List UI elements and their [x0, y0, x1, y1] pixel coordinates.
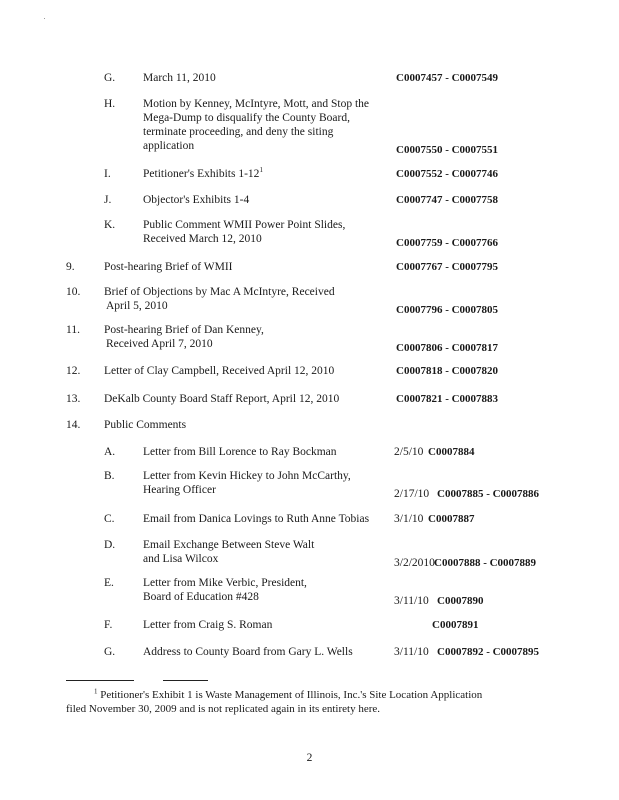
entry-label: G. [104, 72, 116, 84]
footnote-line-1: $^1$ Petitioner's Exhibit 1 is Waste Management of Illinois, Inc.'s Site Location Application [94, 687, 483, 701]
entry-description-line: DeKalb County Board Staff Report, April 12, 2010 [104, 393, 340, 405]
entry-description-line: Letter from Bill Lorence to Ray Bockman [143, 446, 337, 458]
entry-description-line: Email Exchange Between Steve Walt [143, 539, 315, 551]
entry-citation: C0007767 - C0007795 [396, 261, 499, 273]
entry-description-line: Letter from Craig S. Roman [143, 619, 273, 631]
entry-description-line: Brief of Objections by Mac A McIntyre, Received [104, 286, 335, 298]
entry-label: D. [104, 539, 116, 551]
entry-citation: C0007888 - C0007889 [434, 557, 537, 569]
entry-description-line: Objector's Exhibits 1-4 [143, 194, 250, 206]
entry-date: 3/2/2010 [394, 557, 435, 569]
entry-label: 9. [66, 261, 75, 273]
entry-description-line: application [143, 140, 195, 152]
entry-description-line: Public Comments [104, 419, 187, 431]
page-number: 2 [306, 752, 313, 764]
entry-citation: C0007818 - C0007820 [396, 365, 499, 377]
entry-citation: C0007457 - C0007549 [396, 72, 499, 84]
entry-description-line: Letter of Clay Campbell, Received April 12, 2010 [104, 365, 335, 377]
entry-citation: C0007890 [437, 595, 484, 607]
entry-date: 3/1/10 [394, 513, 424, 525]
entry-citation: C0007892 - C0007895 [437, 646, 540, 658]
footnote-marker: 1 [94, 687, 98, 696]
footnote-rule-left [66, 680, 134, 681]
scan-speck [44, 18, 45, 19]
entry-citation: C0007550 - C0007551 [396, 144, 499, 156]
entry-date: 3/11/10 [394, 595, 429, 607]
entry-description-line: Letter from Mike Verbic, President, [143, 577, 307, 589]
entry-label: J. [104, 194, 112, 206]
entry-description-line: Petitioner's Exhibits $1-12^1$ [143, 166, 263, 180]
entry-description-line: and Lisa Wilcox [143, 553, 219, 565]
entry-description-line: Received March 12, 2010 [143, 233, 262, 245]
entry-citation: C0007806 - C0007817 [396, 342, 499, 354]
entry-citation: C0007891 [432, 619, 479, 631]
entry-description-line: Motion by Kenney, McIntyre, Mott, and Stop the [143, 98, 370, 110]
entry-description-line: Public Comment WMII Power Point Slides, [143, 219, 346, 231]
footnote-line-2: filed November 30, 2009 and is not replicated again in its entirety here. [66, 703, 381, 715]
entry-label: G. [104, 646, 116, 658]
entry-label: F. [104, 619, 113, 631]
entry-date: 2/5/10 [394, 446, 424, 458]
entry-description-line: Email from Danica Lovings to Ruth Anne Tobias [143, 513, 370, 525]
footnote-reference: 1 [259, 166, 263, 175]
entry-label: C. [104, 513, 115, 525]
entry-description-line: Received April 7, 2010 [106, 338, 213, 350]
entry-label: 11. [66, 324, 80, 336]
footnote [66, 688, 566, 716]
entry-description-line: Post-hearing Brief of WMII [104, 261, 233, 273]
entry-label: 12. [66, 365, 81, 377]
entry-date: 3/11/10 [394, 646, 429, 658]
entry-description-line: Mega-Dump to disqualify the County Board, [143, 112, 350, 124]
entry-description-line: Post-hearing Brief of Dan Kenney, [104, 324, 264, 336]
entry-description-line: Board of Education #428 [143, 591, 259, 603]
entry-label: B. [104, 470, 115, 482]
entry-label: 13. [66, 393, 81, 405]
entry-label: I. [104, 168, 111, 180]
entry-label: 10. [66, 286, 81, 298]
entry-label: H. [104, 98, 116, 110]
entry-citation: C0007821 - C0007883 [396, 393, 499, 405]
entry-label: E. [104, 577, 114, 589]
entry-description-line: April 5, 2010 [106, 300, 168, 312]
entry-date: 2/17/10 [394, 488, 430, 500]
entry-description-line: March 11, 2010 [143, 72, 216, 84]
footnote-rule-right [163, 680, 208, 681]
entry-citation: C0007885 - C0007886 [437, 488, 540, 500]
entry-citation: C0007796 - C0007805 [396, 304, 499, 316]
entry-label: K. [104, 219, 116, 231]
entry-citation: C0007884 [428, 446, 475, 458]
entry-citation: C0007887 [428, 513, 475, 525]
entry-label: 14. [66, 419, 81, 431]
entry-description-line: Letter from Kevin Hickey to John McCarthy, [143, 470, 351, 482]
entry-citation: C0007552 - C0007746 [396, 168, 499, 180]
entry-citation: C0007759 - C0007766 [396, 237, 499, 249]
entry-description-line: Address to County Board from Gary L. Wells [143, 646, 353, 658]
entry-description-line: terminate proceeding, and deny the siting [143, 126, 334, 138]
entry-citation: C0007747 - C0007758 [396, 194, 499, 206]
entry-description-line: Hearing Officer [143, 484, 216, 496]
entry-label: A. [104, 446, 116, 458]
